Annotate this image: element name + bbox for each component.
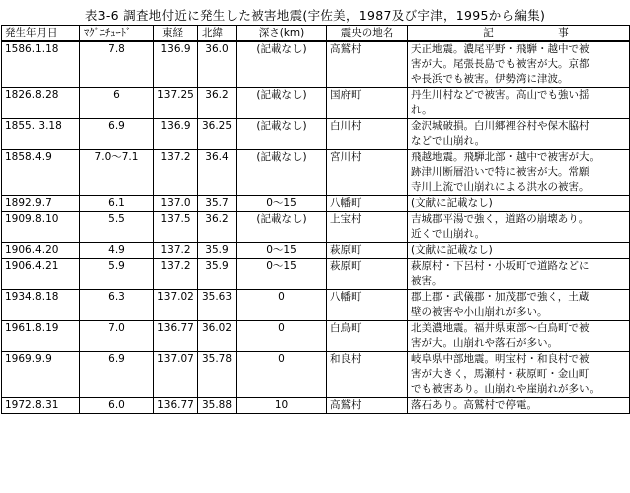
depth-cell: 0～15 bbox=[237, 243, 327, 259]
table-row bbox=[2, 88, 630, 119]
latitude-cell: 35.78 bbox=[198, 352, 237, 398]
longitude-cell: 136.77 bbox=[154, 398, 198, 414]
description-line: などで山崩れ。 bbox=[411, 135, 486, 147]
magnitude-cell: 6.9 bbox=[80, 119, 154, 150]
header-description bbox=[408, 26, 630, 42]
magnitude-cell: 5.5 bbox=[80, 212, 154, 243]
place-cell: 和良村 bbox=[327, 352, 408, 398]
table-row bbox=[2, 290, 630, 321]
header-depth: 深さ(km) bbox=[237, 26, 327, 42]
magnitude-cell: 5.9 bbox=[80, 259, 154, 290]
depth-cell: (記載なし) bbox=[237, 88, 327, 119]
description-line: 害が大。尾張長島でも被害が大。京都 bbox=[411, 58, 590, 70]
longitude-cell: 137.07 bbox=[154, 352, 198, 398]
description-cell bbox=[408, 243, 630, 259]
description-line: 北美濃地震。福井県東部～白鳥町で被 bbox=[411, 322, 590, 334]
description-cell bbox=[408, 119, 630, 150]
description-cell bbox=[408, 352, 630, 398]
description-line: 郡上郡・武儀郡・加茂郡で強く，土蔵 bbox=[411, 291, 590, 303]
place-cell: 高鷲村 bbox=[327, 398, 408, 414]
date-cell: 1972.8.31 bbox=[2, 398, 80, 414]
place-cell: 萩原町 bbox=[327, 243, 408, 259]
magnitude-cell: 6.9 bbox=[80, 352, 154, 398]
table-title: 表3-6 調査地付近に発生した被害地震(宇佐美，1987及び宇津，1995から編集) bbox=[84, 8, 546, 23]
latitude-cell: 35.9 bbox=[198, 243, 237, 259]
depth-cell: 0 bbox=[237, 290, 327, 321]
description-line: 吉城郡平湯で強く，道路の崩壊あり。 bbox=[411, 213, 590, 225]
longitude-cell: 137.2 bbox=[154, 150, 198, 196]
description-line: 岐阜県中部地震。明宝村・和良村で被 bbox=[411, 353, 590, 365]
date-cell: 1969.9.9 bbox=[2, 352, 80, 398]
header-date: 発生年月日 bbox=[2, 26, 80, 42]
description-cell bbox=[408, 290, 630, 321]
description-line: 寺川上流で山崩れによる洪水の被害。 bbox=[411, 181, 590, 193]
date-cell: 1586.1.18 bbox=[2, 41, 80, 88]
magnitude-cell: 6.0 bbox=[80, 398, 154, 414]
longitude-cell: 136.77 bbox=[154, 321, 198, 352]
description-line: 害が大。山崩れや落石が多い。 bbox=[411, 337, 558, 349]
magnitude-cell: 7.0～7.1 bbox=[80, 150, 154, 196]
place-cell: 上宝村 bbox=[327, 212, 408, 243]
magnitude-cell: 7.8 bbox=[80, 41, 154, 88]
depth-cell: 0～15 bbox=[237, 196, 327, 212]
latitude-cell: 36.2 bbox=[198, 212, 237, 243]
description-line: 害が大きく，馬瀬村・萩原町・金山町 bbox=[411, 368, 590, 380]
place-cell: 八幡町 bbox=[327, 290, 408, 321]
description-cell bbox=[408, 321, 630, 352]
magnitude-cell: 6 bbox=[80, 88, 154, 119]
magnitude-cell: 6.1 bbox=[80, 196, 154, 212]
description-cell bbox=[408, 259, 630, 290]
description-line: でも被害あり。山崩れや崖崩れが多い。 bbox=[411, 383, 600, 395]
place-cell: 国府町 bbox=[327, 88, 408, 119]
latitude-cell: 36.4 bbox=[198, 150, 237, 196]
table-row bbox=[2, 259, 630, 290]
header-longitude: 東経 bbox=[154, 26, 198, 42]
depth-cell: 0 bbox=[237, 352, 327, 398]
date-cell: 1906.4.21 bbox=[2, 259, 80, 290]
description-line: 丹生川村などで被害。高山でも強い揺 bbox=[411, 89, 590, 101]
longitude-cell: 137.2 bbox=[154, 259, 198, 290]
table-row bbox=[2, 212, 630, 243]
place-cell: 白鳥町 bbox=[327, 321, 408, 352]
latitude-cell: 35.63 bbox=[198, 290, 237, 321]
date-cell: 1909.8.10 bbox=[2, 212, 80, 243]
description-line: (文献に記載なし) bbox=[411, 197, 493, 209]
longitude-cell: 136.9 bbox=[154, 41, 198, 88]
latitude-cell: 35.7 bbox=[198, 196, 237, 212]
depth-cell: (記載なし) bbox=[237, 41, 327, 88]
description-line: (文献に記載なし) bbox=[411, 244, 493, 256]
header-description-right: 事 bbox=[558, 27, 569, 39]
depth-cell: 0～15 bbox=[237, 259, 327, 290]
description-cell bbox=[408, 41, 630, 88]
latitude-cell: 36.2 bbox=[198, 88, 237, 119]
description-line: 壁の被害や小山崩れが多い。 bbox=[411, 306, 548, 318]
table-row bbox=[2, 243, 630, 259]
depth-cell: 0 bbox=[237, 321, 327, 352]
magnitude-cell: 7.0 bbox=[80, 321, 154, 352]
description-line: 飛越地震。飛騨北部・越中で被害が大。 bbox=[411, 151, 600, 163]
description-cell bbox=[408, 196, 630, 212]
latitude-cell: 35.88 bbox=[198, 398, 237, 414]
header-place: 震央の地名 bbox=[327, 26, 408, 42]
magnitude-cell: 4.9 bbox=[80, 243, 154, 259]
table-row bbox=[2, 398, 630, 414]
longitude-cell: 137.25 bbox=[154, 88, 198, 119]
depth-cell: 10 bbox=[237, 398, 327, 414]
depth-cell: (記載なし) bbox=[237, 150, 327, 196]
latitude-cell: 36.0 bbox=[198, 41, 237, 88]
description-line: 落石あり。高鷲村で停電。 bbox=[411, 399, 537, 411]
longitude-cell: 137.02 bbox=[154, 290, 198, 321]
longitude-cell: 136.9 bbox=[154, 119, 198, 150]
date-cell: 1961.8.19 bbox=[2, 321, 80, 352]
latitude-cell: 36.25 bbox=[198, 119, 237, 150]
description-line: 近くで山崩れ。 bbox=[411, 228, 486, 240]
depth-cell: (記載なし) bbox=[237, 119, 327, 150]
date-cell: 1858.4.9 bbox=[2, 150, 80, 196]
latitude-cell: 35.9 bbox=[198, 259, 237, 290]
table-row bbox=[2, 150, 630, 196]
longitude-cell: 137.2 bbox=[154, 243, 198, 259]
earthquake-table bbox=[1, 25, 630, 414]
place-cell: 高鷲村 bbox=[327, 41, 408, 88]
description-cell bbox=[408, 150, 630, 196]
longitude-cell: 137.5 bbox=[154, 212, 198, 243]
description-line: 金沢城破損。白川郷裡谷村や保木脇村 bbox=[411, 120, 590, 132]
date-cell: 1934.8.18 bbox=[2, 290, 80, 321]
header-magnitude: ﾏｸﾞﾆﾁｭｰﾄﾞ bbox=[80, 26, 154, 42]
description-cell bbox=[408, 88, 630, 119]
date-cell: 1855. 3.18 bbox=[2, 119, 80, 150]
place-cell: 八幡町 bbox=[327, 196, 408, 212]
place-cell: 宮川村 bbox=[327, 150, 408, 196]
table-row bbox=[2, 352, 630, 398]
description-cell bbox=[408, 398, 630, 414]
date-cell: 1826.8.28 bbox=[2, 88, 80, 119]
table-row bbox=[2, 321, 630, 352]
date-cell: 1892.9.7 bbox=[2, 196, 80, 212]
description-line: や長浜でも被害。伊勢湾に津波。 bbox=[411, 73, 569, 85]
description-line: 萩原村・下呂村・小坂町で道路などに bbox=[411, 260, 590, 272]
latitude-cell: 36.02 bbox=[198, 321, 237, 352]
table-row bbox=[2, 119, 630, 150]
header-latitude: 北緯 bbox=[198, 26, 237, 42]
description-line: 天正地震。濃尾平野・飛騨・越中で被 bbox=[411, 43, 590, 55]
header-row bbox=[2, 26, 630, 42]
description-line: 被害。 bbox=[411, 275, 443, 287]
description-cell bbox=[408, 212, 630, 243]
magnitude-cell: 6.3 bbox=[80, 290, 154, 321]
description-line: れ。 bbox=[411, 104, 433, 116]
header-description-left: 記 bbox=[483, 27, 494, 39]
table-row bbox=[2, 196, 630, 212]
longitude-cell: 137.0 bbox=[154, 196, 198, 212]
description-line: 跡津川断層沿いで特に被害が大。常願 bbox=[411, 166, 590, 178]
place-cell: 萩原町 bbox=[327, 259, 408, 290]
depth-cell: (記載なし) bbox=[237, 212, 327, 243]
table-row bbox=[2, 41, 630, 88]
place-cell: 白川村 bbox=[327, 119, 408, 150]
date-cell: 1906.4.20 bbox=[2, 243, 80, 259]
